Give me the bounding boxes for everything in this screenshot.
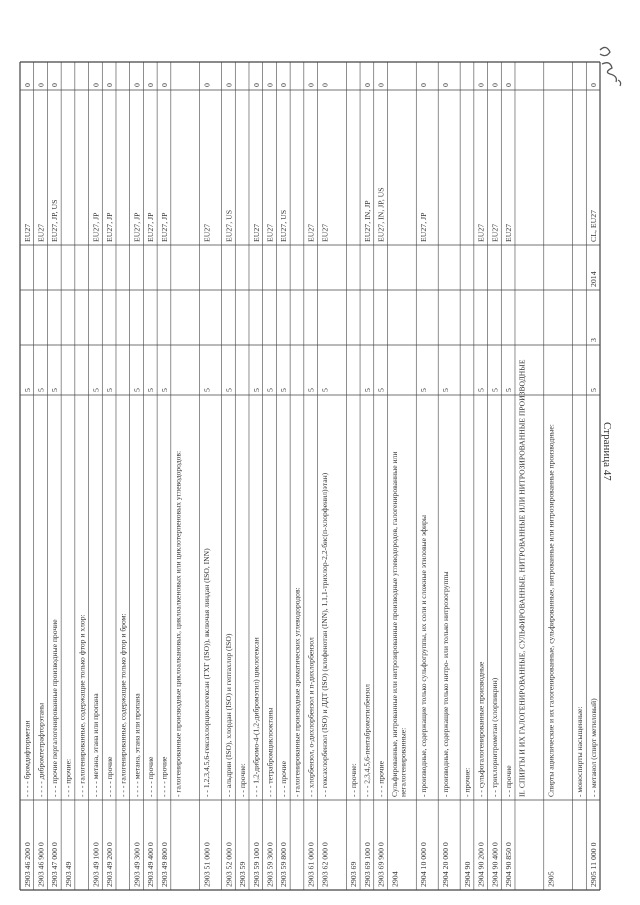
page-footer: Страница 47: [601, 422, 613, 481]
cell-desc: - - альдрин (ISO), хлордан (ISO) и гептахлор (ISO): [224, 633, 234, 797]
cell-c7: 0: [91, 83, 101, 87]
cell-c6: EU27: [306, 223, 316, 242]
cell-code: 2904 90: [462, 861, 472, 887]
cell-desc: - - - галогенированные, содержащие только фтор и хлор:: [77, 614, 87, 797]
cell-code: 2903 46 200 0: [22, 842, 32, 887]
cell-code: 2903 62 000 0: [320, 842, 330, 887]
cell-rate: 5: [202, 388, 212, 392]
cell-code: 2903 49 300 0: [132, 842, 142, 887]
cell-desc: - - - - прочие: [104, 756, 114, 797]
cell-desc: - - трихлорнитрометан (хлорпикрин): [490, 677, 500, 797]
cell-rate: 5: [306, 388, 316, 392]
cell-code: 2903 46 900 0: [36, 842, 46, 887]
cell-desc: Спирты ациклические и их галогенированные, сульфированные, нитрованные или нитрозированные производные:: [546, 424, 556, 797]
cell-c6: EU27, JP: [91, 212, 101, 242]
cell-rate: 5: [490, 388, 500, 392]
cell-desc: - - прочие: [503, 765, 513, 797]
cell-desc: - - - - дибромтетрафторэтаны: [36, 702, 46, 797]
cell-rate: 5: [105, 388, 115, 392]
cell-rate: 5: [279, 388, 289, 392]
cell-desc: - - - - метана, этана или пропана: [132, 693, 142, 797]
cell-rate: 5: [265, 388, 275, 392]
cell-desc: - - - галогенированные, содержащие только фтор и бром:: [118, 613, 128, 797]
cell-rate: 5: [251, 388, 261, 392]
cell-rate: 5: [376, 388, 386, 392]
cell-c6: EU27: [504, 223, 514, 242]
cell-desc: - - - 2,3,4,5,6-пентабромэтилбензол: [362, 684, 372, 797]
table-row: [173, 451, 182, 797]
cell-desc: - - - - прочие: [146, 756, 156, 797]
cell-desc: - - 1,2,3,4,5,6-гексахлорциклогексан (ГХГ (ISO)), включая линдан (ISO, INN): [202, 548, 212, 797]
cell-code: 2904 90 200 0: [476, 842, 486, 887]
cell-desc: - - сульфогалогенированные производные: [476, 661, 486, 797]
cell-desc: - - - - бромдифторметан: [22, 720, 32, 797]
cell-code: 2903 59 300 0: [265, 842, 275, 887]
cell-c6: EU27: [202, 223, 212, 242]
cell-c6: EU27, JP, US: [50, 199, 60, 242]
cell-code: 2903 61 000 0: [306, 842, 316, 887]
cell-code: 2903 52 000 0: [224, 842, 234, 887]
cell-desc: - - метанол (спирт метиловый): [588, 698, 598, 797]
cell-code: 2903 59 100 0: [251, 842, 261, 887]
cell-desc: - - - 1,2-дибромо-4-(1,2-дибромэтил) циклогексан: [251, 637, 261, 797]
cell-desc: - производные, содержащие только сульфогруппы, их соли и сложные этиловые эфиры: [418, 514, 428, 797]
handwritten-mark-icon: [592, 40, 632, 100]
cell-desc: - - - прочие: [279, 761, 289, 797]
cell-rate: 5: [22, 388, 32, 392]
table-row: [119, 613, 128, 797]
cell-desc: - прочие:: [462, 767, 472, 797]
cell-code: 2904: [390, 871, 400, 887]
cell-code: 2905 11 000 0: [589, 842, 599, 887]
cell-rate: 5: [589, 388, 599, 392]
cell-rate: 5: [320, 388, 330, 392]
cell-c5: 2014: [589, 271, 599, 287]
cell-c7: 0: [441, 83, 451, 87]
cell-c6: EU27: [22, 223, 32, 242]
cell-c6: EU27, JP: [105, 212, 115, 242]
cell-code: 2903 59: [238, 861, 248, 887]
table-row: [293, 587, 302, 797]
cell-c6: EU27, US: [224, 209, 234, 242]
cell-c7: 0: [146, 83, 156, 87]
cell-c6: EU27, JP: [159, 212, 169, 242]
cell-rate: 5: [50, 388, 60, 392]
cell-rate: 5: [504, 388, 514, 392]
cell-rate: 5: [159, 388, 169, 392]
cell-c7: 0: [589, 83, 599, 87]
cell-c7: 0: [132, 83, 142, 87]
cell-code: 2903 59 800 0: [279, 842, 289, 887]
table-row: [77, 614, 86, 797]
cell-c6: EU27: [36, 223, 46, 242]
handwritten-page-number: [592, 40, 632, 100]
cell-c7: 0: [504, 83, 514, 87]
cell-desc: - - - тетрабромциклооктаны: [265, 707, 275, 797]
cell-desc: - галогенированные производные циклоалкановых, циклоалкеновых или циклотерпеновых углеводородов:: [173, 450, 183, 797]
cell-code: 2903 49 400 0: [146, 842, 156, 887]
cell-c7: 0: [320, 83, 330, 87]
cell-rate: 5: [224, 388, 234, 392]
cell-code: 2903 69: [349, 861, 359, 887]
cell-c7: 0: [279, 83, 289, 87]
cell-desc: - - - - метана, этана или пропана: [91, 693, 101, 797]
cell-c6: EU27: [490, 223, 500, 242]
cell-c7: 0: [306, 83, 316, 87]
cell-desc: - моноспирты насыщенные:: [575, 706, 585, 797]
cell-rate: 5: [132, 388, 142, 392]
cell-desc: - - - прочие:: [63, 758, 73, 797]
cell-c6: EU27: [320, 223, 330, 242]
cell-desc: негалогенированные:: [398, 727, 408, 797]
cell-c6: EU27: [265, 223, 275, 242]
cell-c7: 0: [362, 83, 372, 87]
cell-c6: EU27: [251, 223, 261, 242]
cell-c7: 0: [159, 83, 169, 87]
cell-code: 2903 69 900 0: [376, 842, 386, 887]
cell-rate: 5: [419, 388, 429, 392]
cell-c6: EU27, IN, JP: [362, 200, 372, 242]
cell-c7: 0: [490, 83, 500, 87]
cell-c7: 0: [22, 83, 32, 87]
cell-code: 2903 49: [63, 861, 73, 887]
cell-desc: - - - прочие: [376, 761, 386, 797]
cell-rate: 5: [441, 388, 451, 392]
cell-c7: 0: [36, 83, 46, 87]
cell-c7: 0: [105, 83, 115, 87]
cell-c7: 0: [419, 83, 429, 87]
cell-desc: - - прочие:: [348, 763, 358, 797]
cell-code: 2904 90 400 0: [490, 842, 500, 887]
cell-rate: 5: [146, 388, 156, 392]
cell-c6: EU27, JP: [419, 212, 429, 242]
cell-code: 2903 49 200 0: [105, 842, 115, 887]
cell-code: 2903 49 800 0: [159, 842, 169, 887]
cell-code: 2903 69 100 0: [362, 842, 372, 887]
cell-desc: Сульфированные, нитрованные или нитрозированные производные углеводородов, галогенированные или: [390, 451, 400, 797]
cell-c6: EU27, IN, JP, US: [376, 187, 386, 242]
cell-c7: 0: [202, 83, 212, 87]
cell-c4: 3: [589, 338, 599, 342]
cell-c6: EU27, JP: [132, 212, 142, 242]
cell-c6: EU27, JP: [146, 212, 156, 242]
table-row: [575, 707, 584, 797]
cell-code: 2904 20 000 0: [441, 842, 451, 887]
cell-code: 2903 51 000 0: [202, 842, 212, 887]
cell-c7: 0: [476, 83, 486, 87]
cell-desc: - производные, содержащие только нитро- или только нитрозогруппы: [440, 571, 450, 797]
cell-c7: 0: [224, 83, 234, 87]
cell-c6: EU27, US: [279, 209, 289, 242]
cell-desc: - - прочие:: [237, 763, 247, 797]
cell-rate: 5: [91, 388, 101, 392]
cell-code: 2903 49 100 0: [91, 842, 101, 887]
cell-rate: 5: [36, 388, 46, 392]
cell-code: 2905: [546, 871, 556, 887]
cell-desc: - галогенированные производные ароматических углеводородов:: [292, 587, 302, 797]
cell-desc: - - гексахлорбензол (ISO) и ДДТ (ISO) (клофенотан (INN), 1,1,1-трихлор-2,2-бис(п-хлорфенил)этан): [320, 472, 330, 797]
cell-desc: - - - - прочие: [159, 756, 169, 797]
cell-desc: - - - прочие пергалогенированные производные прочие: [50, 619, 60, 797]
table-row: [518, 359, 527, 797]
cell-desc: - - хлорбензол, о-дихлорбензол и п-дихлорбензол: [306, 637, 316, 797]
cell-code: 2904 10 000 0: [419, 842, 429, 887]
cell-c7: 0: [50, 83, 60, 87]
cell-rate: 5: [476, 388, 486, 392]
cell-code: 2904 90 850 0: [504, 842, 514, 887]
cell-c7: 0: [376, 83, 386, 87]
cell-code: 2903 47 000 0: [50, 842, 60, 887]
cell-c6: CL, EU27: [589, 209, 599, 242]
cell-desc: II. СПИРТЫ И ИХ ГАЛОГЕНИРОВАННЫЕ, СУЛЬФИРОВАННЫЕ, НИТРОВАННЫЕ ИЛИ НИТРОЗИРОВАННЫЕ ПРОИЗВОДНЫЕ: [517, 359, 527, 797]
cell-c6: EU27: [476, 223, 486, 242]
cell-c7: 0: [251, 83, 261, 87]
cell-rate: 5: [362, 388, 372, 392]
cell-c7: 0: [265, 83, 275, 87]
